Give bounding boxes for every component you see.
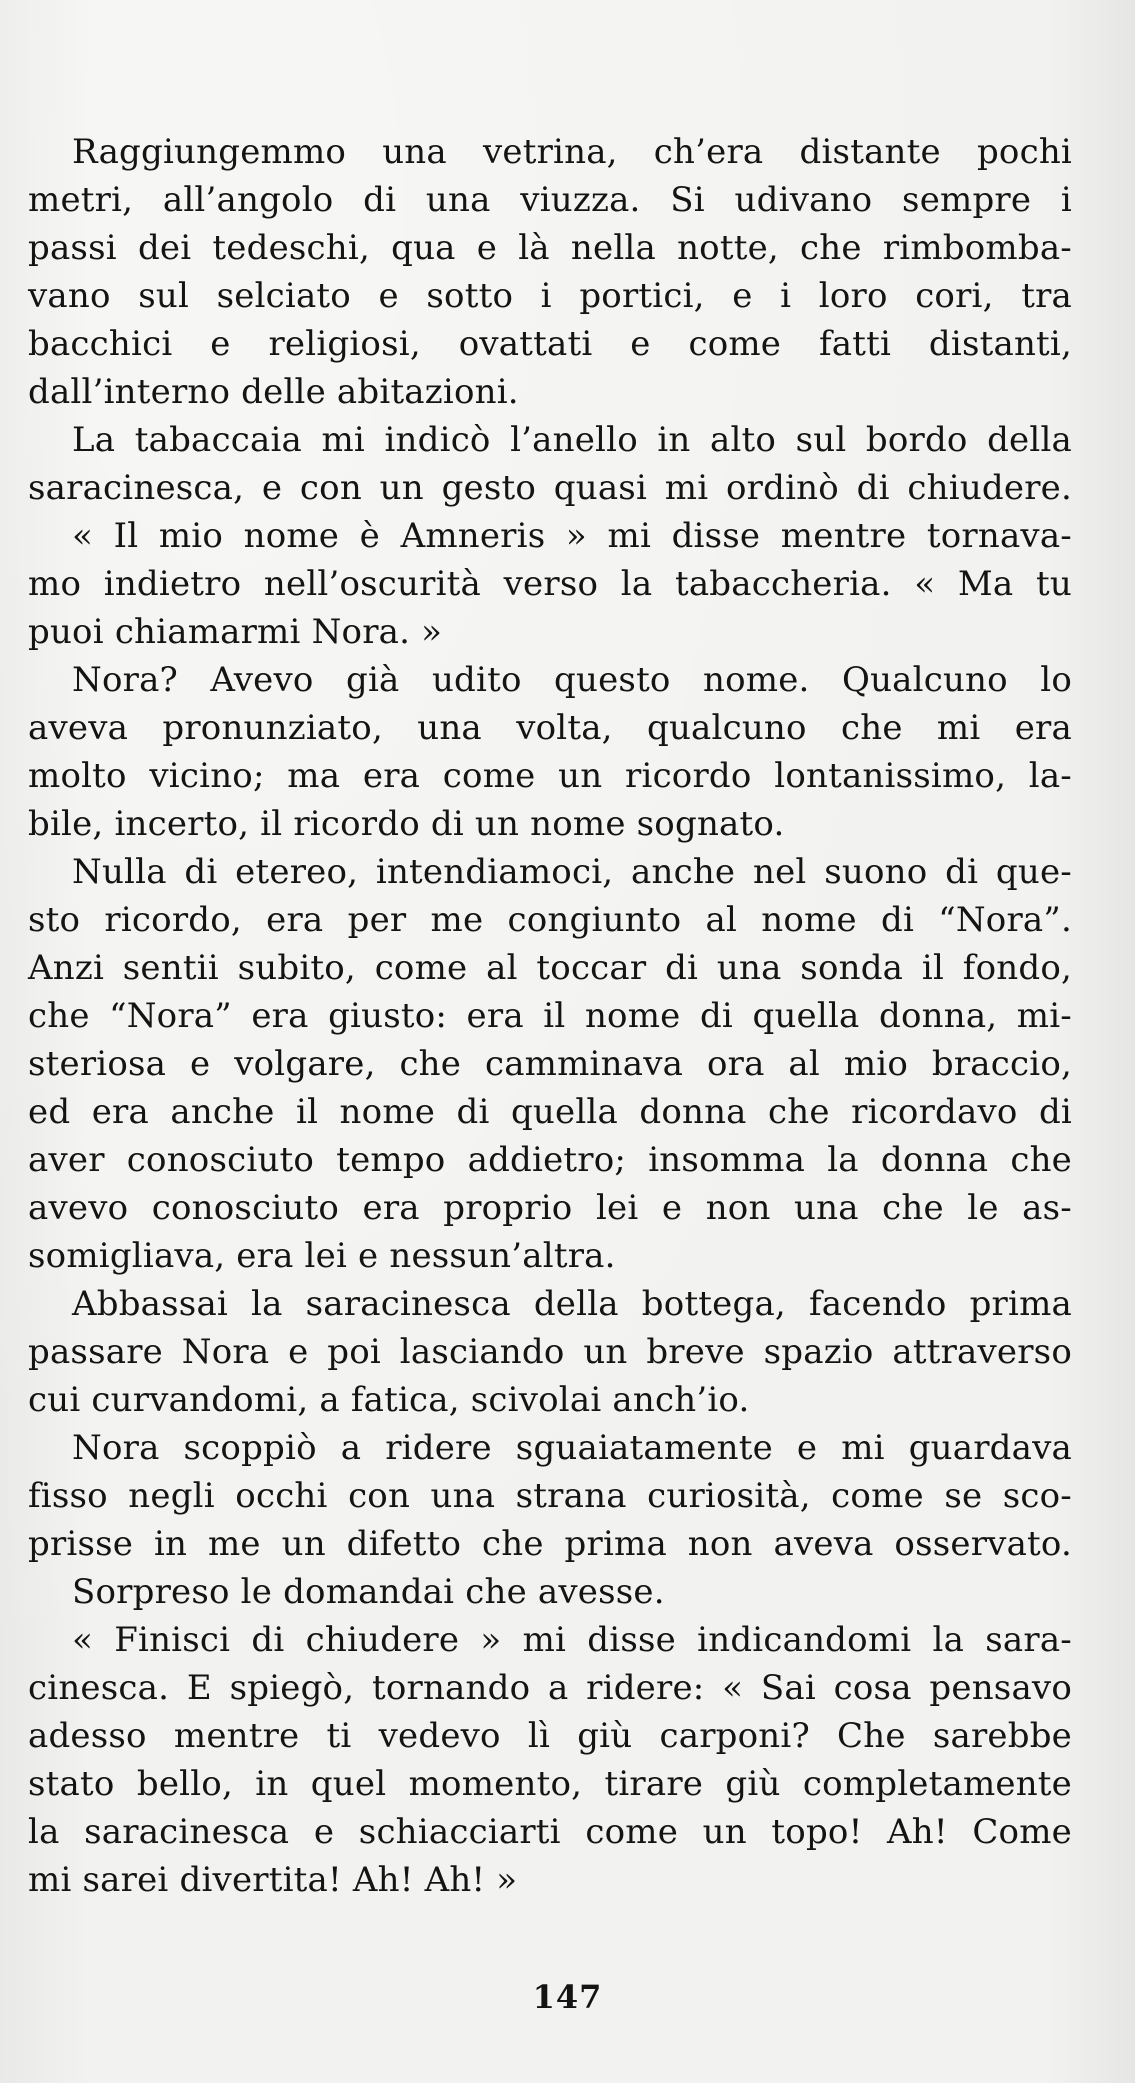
text-line: prisse in me un difetto che prima non aveva osservato.: [28, 1524, 1072, 1564]
text-line: somigliava, era lei e nessun’altra.: [28, 1236, 616, 1276]
text-line: saracinesca, e con un gesto quasi mi ordinò di chiudere.: [28, 468, 1072, 508]
text-line: Nora? Avevo già udito questo nome. Qualcuno lo: [72, 660, 1072, 700]
text-line: Abbassai la saracinesca della bottega, facendo prima: [72, 1284, 1072, 1324]
text-line: bacchici e religiosi, ovattati e come fatti distanti,: [28, 324, 1072, 364]
text-line: mo indietro nell’oscurità verso la tabaccheria. « Ma tu: [28, 564, 1072, 604]
text-line: cui curvandomi, a fatica, scivolai anch’io.: [28, 1380, 750, 1420]
text-line: aveva pronunziato, una volta, qualcuno che mi era: [28, 708, 1072, 748]
text-line: fisso negli occhi con una strana curiosità, come se sco-: [28, 1476, 1072, 1516]
text-line: Sorpreso le domandai che avesse.: [72, 1572, 665, 1612]
text-line: Nora scoppiò a ridere sguaiatamente e mi guardava: [72, 1428, 1072, 1468]
text-line: la saracinesca e schiacciarti come un topo! Ah! Come: [28, 1812, 1072, 1852]
text-line: Anzi sentii subito, come al toccar di una sonda il fondo,: [28, 948, 1072, 988]
text-line: avevo conosciuto era proprio lei e non una che le as-: [28, 1188, 1072, 1228]
text-line: che “Nora” era giusto: era il nome di quella donna, mi-: [28, 996, 1072, 1036]
text-line: adesso mentre ti vedevo lì giù carponi? Che sarebbe: [28, 1716, 1072, 1756]
text-line: passi dei tedeschi, qua e là nella notte, che rimbomba-: [28, 228, 1072, 268]
text-line: mi sarei divertita! Ah! Ah! »: [28, 1860, 518, 1900]
text-line: bile, incerto, il ricordo di un nome sognato.: [28, 804, 785, 844]
page-number: 147: [532, 1978, 603, 2016]
text-line: « Finisci di chiudere » mi disse indicandomi la sara-: [72, 1620, 1072, 1660]
text-line: metri, all’angolo di una viuzza. Si udivano sempre i: [28, 180, 1072, 220]
text-line: « Il mio nome è Amneris » mi disse mentre tornava-: [72, 516, 1072, 556]
text-line: molto vicino; ma era come un ricordo lontanissimo, la-: [28, 756, 1072, 796]
text-line: Nulla di etereo, intendiamoci, anche nel suono di que-: [72, 852, 1072, 892]
text-line: steriosa e volgare, che camminava ora al mio braccio,: [28, 1044, 1072, 1084]
text-line: stato bello, in quel momento, tirare giù completamente: [28, 1764, 1072, 1804]
text-line: passare Nora e poi lasciando un breve spazio attraverso: [28, 1332, 1072, 1372]
text-line: aver conosciuto tempo addietro; insomma la donna che: [28, 1140, 1072, 1180]
text-line: dall’interno delle abitazioni.: [28, 372, 519, 412]
text-line: Raggiungemmo una vetrina, ch’era distante pochi: [72, 132, 1072, 172]
text-line: ed era anche il nome di quella donna che ricordavo di: [28, 1092, 1072, 1132]
text-line: sto ricordo, era per me congiunto al nome di “Nora”.: [28, 900, 1072, 940]
text-line: cinesca. E spiegò, tornando a ridere: « Sai cosa pensavo: [28, 1668, 1072, 1708]
text-line: vano sul selciato e sotto i portici, e i loro cori, tra: [28, 276, 1072, 316]
text-line: La tabaccaia mi indicò l’anello in alto sul bordo della: [72, 420, 1072, 460]
text-line: puoi chiamarmi Nora. »: [28, 612, 443, 652]
